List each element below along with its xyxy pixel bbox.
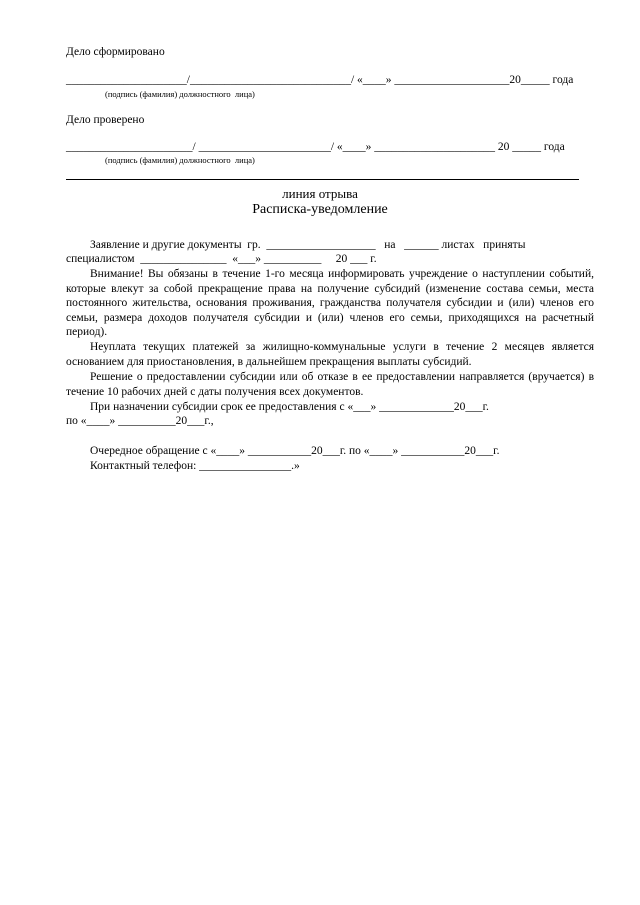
contact-phone-line: Контактный телефон: ________________.»: [90, 460, 300, 472]
case-checked-signature-caption: (подпись (фамилия) должностного лица): [105, 155, 255, 165]
receipt-paragraph-1-line-2: специалистом _______________ «___» __________ 20 ___ г.: [66, 253, 377, 265]
case-formed-heading: Дело сформировано: [66, 46, 165, 58]
case-checked-heading: Дело проверено: [66, 114, 145, 126]
receipt-paragraph-1-line-1: Заявление и другие документы гр. ___________________ на ______ листах приняты: [90, 239, 526, 251]
case-formed-signature-caption: (подпись (фамилия) должностного лица): [105, 89, 255, 99]
subsidy-period-line-1: При назначении субсидии срок ее предоставления с «___» _____________20___г.: [90, 401, 489, 413]
subsidy-period-line-2: по «____» __________20___г.,: [66, 415, 214, 427]
receipt-title: Расписка-уведомление: [252, 202, 388, 217]
decision-paragraph: Решение о предоставлении субсидии или об отказе в ее предоставлении направляется (вручается) в течение 10 рабочих дней с даты получения всех документов.: [66, 371, 594, 398]
nonpayment-paragraph: Неуплата текущих платежей за жилищно-коммунальные услуги в течение 2 месяцев является основанием для приостановления, в дальнейшем прекращения выплаты субсидий.: [66, 341, 594, 368]
tear-off-rule: [66, 179, 579, 180]
case-formed-signature-line: _____________________/____________________________/ «____» ____________________20_____ года: [66, 74, 574, 86]
case-checked-signature-line: ______________________/ _______________________/ «____» _____________________ 20 _____ года: [66, 141, 565, 153]
tear-line-label: линия отрыва: [282, 186, 358, 201]
warning-paragraph: Внимание! Вы обязаны в течение 1-го месяца информировать учреждение о наступлении событий, которые влекут за собой прекращение права на получение субсидий (изменение состава семьи, места постоянного жительства, основания проживания, гражданства получателя субсидии и (или) членов его семьи, размера доходов получателя субсидии и (или) членов его семьи, приходящихся на расчетный период).: [66, 268, 594, 339]
next-appeal-line: Очередное обращение с «____» ___________20___г. по «____» ___________20___г.: [90, 445, 500, 457]
